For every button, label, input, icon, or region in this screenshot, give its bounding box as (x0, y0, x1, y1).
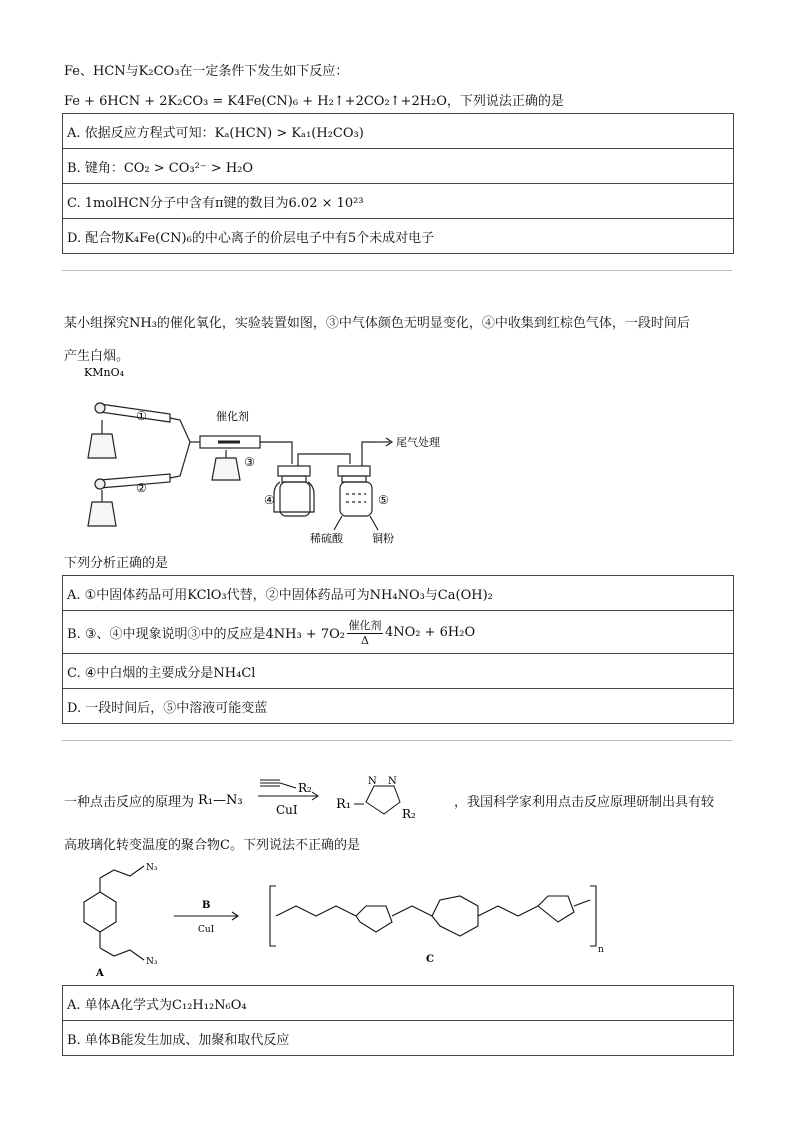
q2-stem-line2: 产生白烟。 (64, 349, 130, 364)
alkyne-r2: R₂ (298, 781, 312, 795)
q1-option-c[interactable]: C. 1molHCN分子中含有π键的数目为6.02 × 10²³ (63, 184, 733, 219)
cui-catalyst: CuI (276, 803, 298, 817)
q3-stem-line2: 高玻璃化转变温度的聚合物C。下列说法不正确的是 (64, 838, 360, 853)
q1-options (62, 113, 734, 254)
q2-option-a[interactable]: A. ①中固体药品可用KClO₃代替，②中固体药品可为NH₄NO₃与Ca(OH)₂ (63, 576, 733, 611)
reaction-condition (347, 617, 383, 647)
reagent-b: B (202, 900, 211, 911)
reagent-cui: CuI (198, 925, 215, 935)
kmno4-label: KMnO₄ (84, 366, 124, 379)
condition-top: 催化剂 (348, 619, 382, 632)
catalyst-label: 催化剂 (216, 410, 249, 423)
product-r1: R₁ (336, 797, 351, 812)
copper-powder-label: 铜粉 (372, 532, 394, 545)
q1-option-d[interactable]: D. 配合物K₄Fe(CN)₆的中心离子的价层电子中有5个未成对电子 (67, 230, 435, 246)
azide-bottom: N₃ (146, 957, 158, 967)
q2-prompt: 下列分析正确的是 (64, 556, 169, 571)
q3-stem-post: ，我国科学家利用点击反应原理研制出具有较 (454, 795, 715, 810)
triazole-n: N (388, 776, 397, 787)
q3-option-a[interactable]: A. 单体A化学式为C₁₂H₁₂N₆O₄ (63, 986, 733, 1021)
q3-stem-pre: 一种点击反应的原理为 (64, 795, 195, 810)
q2-option-b[interactable] (63, 611, 733, 654)
q2-option-b-text: B. ③、④中现象说明③中的反应是4NH₃ + 7O₂ (67, 626, 345, 642)
q1-option-b[interactable]: B. 键角：CO₂ > CO₃²⁻ > H₂O (63, 149, 733, 184)
label-2: ② (136, 481, 147, 495)
dilute-acid-label: 稀硫酸 (310, 532, 343, 545)
q3-option-b[interactable]: B. 单体B能发生加成、加聚和取代反应 (67, 1032, 290, 1048)
tail-gas-label: 尾气处理 (396, 436, 440, 449)
repeat-unit-n: n (598, 945, 604, 955)
q1-option-a[interactable]: A. 依据反应方程式可知：Kₐ(HCN) > Kₐ₁(H₂CO₃) (63, 114, 733, 149)
triazole-n: N (368, 776, 377, 787)
q2-option-d[interactable]: D. 一段时间后，⑤中溶液可能变蓝 (67, 700, 268, 716)
label-c: C (426, 954, 434, 965)
q2-option-b-products: 4NO₂ + 6H₂O (384, 624, 476, 640)
label-3: ③ (244, 455, 255, 469)
ammonia-oxidation-apparatus (80, 362, 480, 552)
r1-azide: R₁—N₃ (198, 793, 243, 808)
label-4: ④ (264, 493, 275, 507)
q3-options (62, 985, 734, 1056)
q1-stem-line1: Fe、HCN与K₂CO₃在一定条件下发生如下反应： (64, 64, 349, 79)
divider (62, 740, 732, 741)
polymer-synthesis-scheme (70, 856, 630, 980)
label-a: A (96, 968, 104, 979)
label-1: ① (136, 409, 147, 423)
click-reaction-scheme (198, 768, 458, 828)
q2-stem-line1: 某小组探究NH₃的催化氧化，实验装置如图，③中气体颜色无明显变化，④中收集到红棕色气体，一段时间后 (64, 316, 690, 331)
label-5: ⑤ (378, 493, 389, 507)
product-r2: R₂ (402, 807, 416, 821)
q1-stem-line2: Fe + 6HCN + 2K₂CO₃ = K4Fe(CN)₆ + H₂↑+2CO₂↑+2H₂O，下列说法正确的是 (64, 94, 564, 109)
condition-bottom: Δ (360, 634, 369, 647)
divider (62, 270, 732, 271)
q2-option-c[interactable]: C. ④中白烟的主要成分是NH₄Cl (63, 654, 733, 689)
q2-options (62, 575, 734, 724)
azide-top: N₃ (146, 863, 158, 873)
